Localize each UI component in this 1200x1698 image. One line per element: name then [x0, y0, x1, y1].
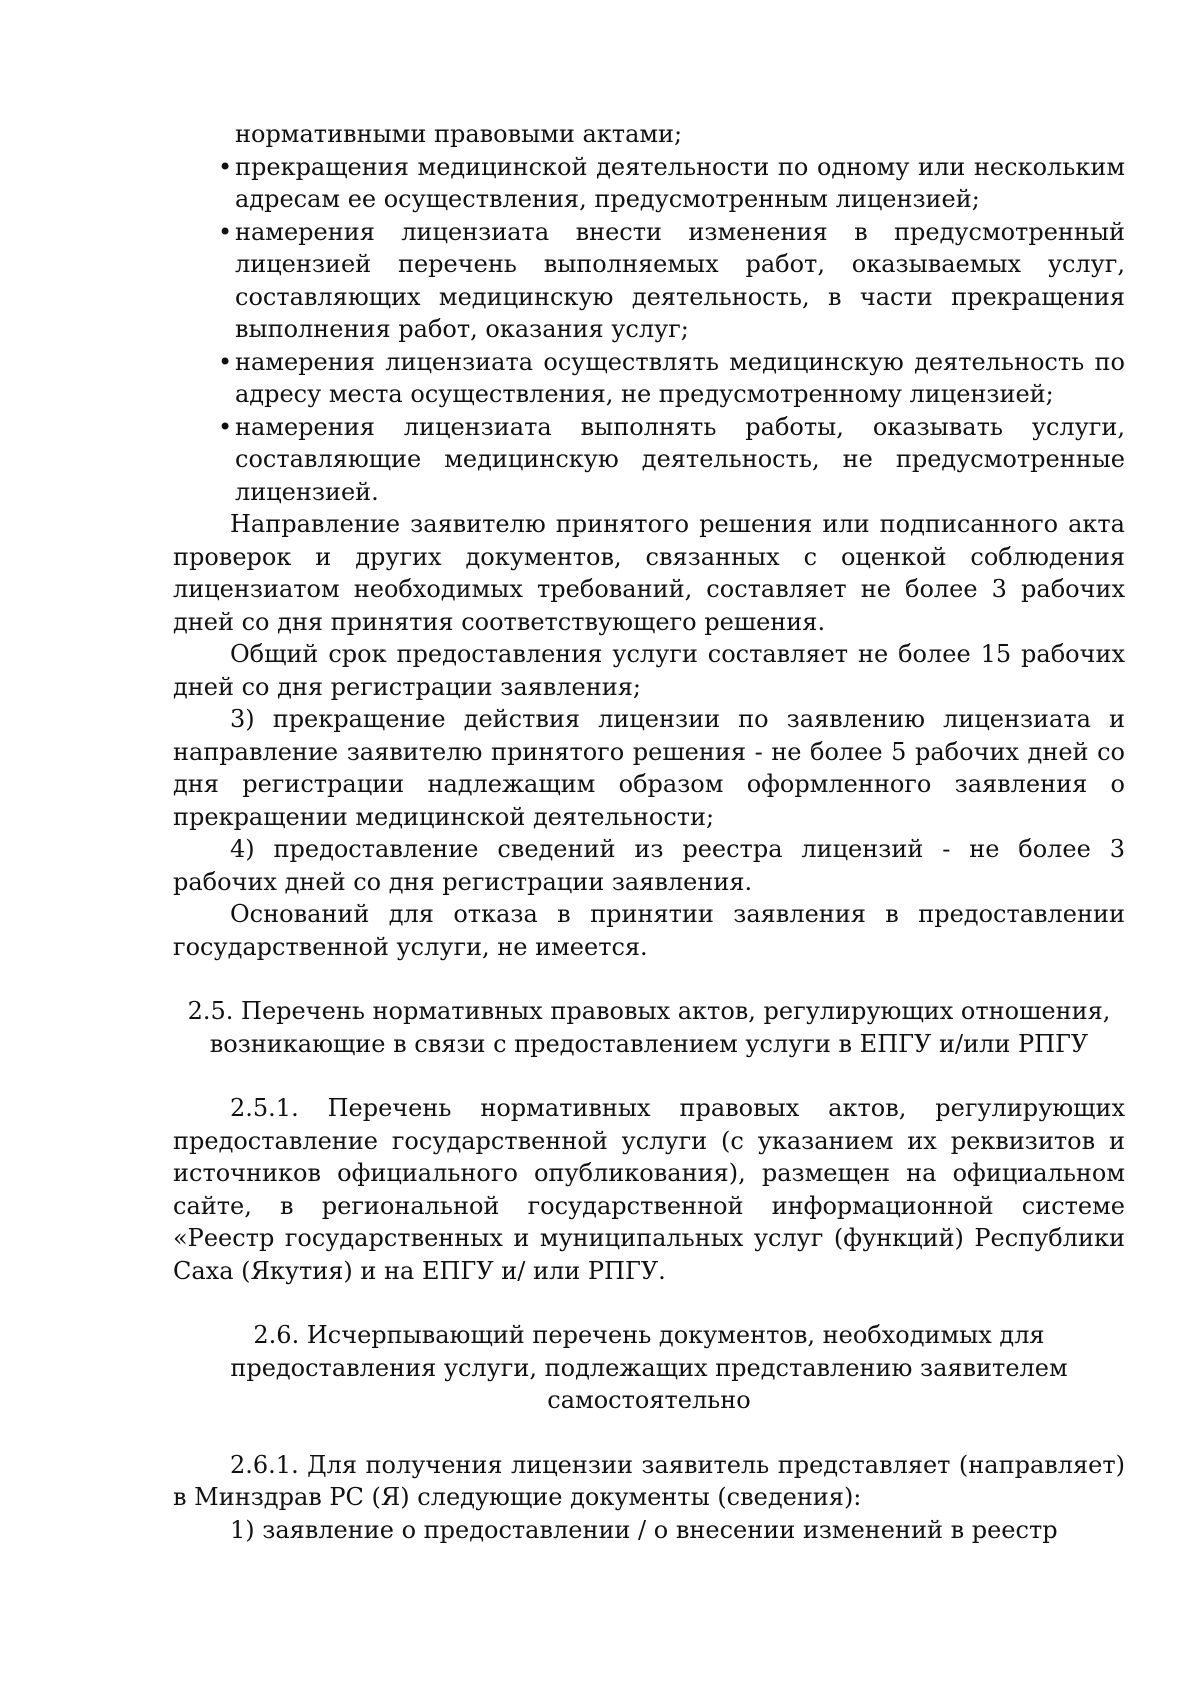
document-page [173, 118, 1125, 1546]
paragraph: 2.6.1. Для получения лицензии заявитель представляет (направляет) в Минздрав РС (Я) следующие документы (сведения): [173, 1450, 1125, 1511]
section-heading-2-6 [173, 1319, 1125, 1417]
list-item-text: прекращения медицинской деятельности по одному или нескольким адресам ее осуществления, предусмотренным лицензией; [235, 152, 1125, 213]
list-item [235, 118, 1125, 151]
spacer [173, 1287, 1125, 1319]
list-item [218, 216, 1125, 346]
paragraph: 1) заявление о предоставлении / о внесении изменений в реестр [230, 1515, 1058, 1544]
spacer [173, 1417, 1125, 1449]
section-heading-2-5 [173, 995, 1125, 1060]
bullet-icon: • [218, 412, 233, 441]
heading-line: возникающие в связи с предоставлением услуги в ЕПГУ и/или РПГУ [209, 1029, 1089, 1058]
heading-line: предоставления услуги, подлежащих представлению заявителем [230, 1353, 1068, 1382]
paragraph: 3) прекращение действия лицензии по заявлению лицензиата и направление заявителю принятого решения - не более 5 рабочих дней со дня регистрации надлежащим образом оформленного заявления о прекращении медицинской деятельности; [173, 705, 1125, 831]
list-item [218, 346, 1125, 411]
heading-line: 2.5. Перечень нормативных правовых актов, регулирующих отношения, [187, 997, 1111, 1025]
list-item-text: намерения лицензиата осуществлять медицинскую деятельность по адресу места осуществления, не предусмотренному лицензией; [235, 347, 1125, 408]
paragraph: Общий срок предоставления услуги составляет не более 15 рабочих дней со дня регистрации заявления; [173, 640, 1125, 701]
list-item [218, 151, 1125, 216]
bullet-icon: • [218, 347, 233, 376]
paragraph: 4) предоставление сведений из реестра лицензий - не более 3 рабочих дней со дня регистрации заявления. [173, 835, 1125, 896]
list-item-text: нормативными правовыми актами; [235, 120, 683, 148]
list-item [218, 411, 1125, 509]
spacer [173, 1060, 1125, 1092]
list-item-text: намерения лицензиата выполнять работы, оказывать услуги, составляющие медицинскую деятельность, не предусмотренные лицензией. [235, 412, 1125, 506]
bullet-icon: • [218, 152, 233, 181]
heading-line: 2.6. Исчерпывающий перечень документов, необходимых для [253, 1321, 1045, 1349]
paragraph: Направление заявителю принятого решения или подписанного акта проверок и других документов, связанных с оценкой соблюдения лицензиатом необходимых требований, составляет не более 3 рабочих дней со дня принятия соответствующего решения. [173, 510, 1125, 636]
bullet-icon: • [218, 217, 233, 246]
paragraph: Оснований для отказа в принятии заявления в предоставлении государственной услуги, не имеется. [173, 900, 1125, 961]
heading-line: самостоятельно [547, 1386, 751, 1414]
bullet-list [218, 118, 1125, 508]
list-item-text: намерения лицензиата внести изменения в предусмотренный лицензией перечень выполняемых работ, оказываемых услуг, составляющих медицинскую деятельность, в части прекращения выполнения работ, оказания услуг; [235, 217, 1125, 343]
spacer [173, 963, 1125, 995]
paragraph: 2.5.1. Перечень нормативных правовых актов, регулирующих предоставление государственной услуги (с указанием их реквизитов и источников официального опубликования), размещен на официальном сайте, в региональной государственной информационной системе «Реестр государственных и муниципальных услуг (функций) Республики Саха (Якутия) и на ЕПГУ и/ или РПГУ. [173, 1094, 1125, 1285]
